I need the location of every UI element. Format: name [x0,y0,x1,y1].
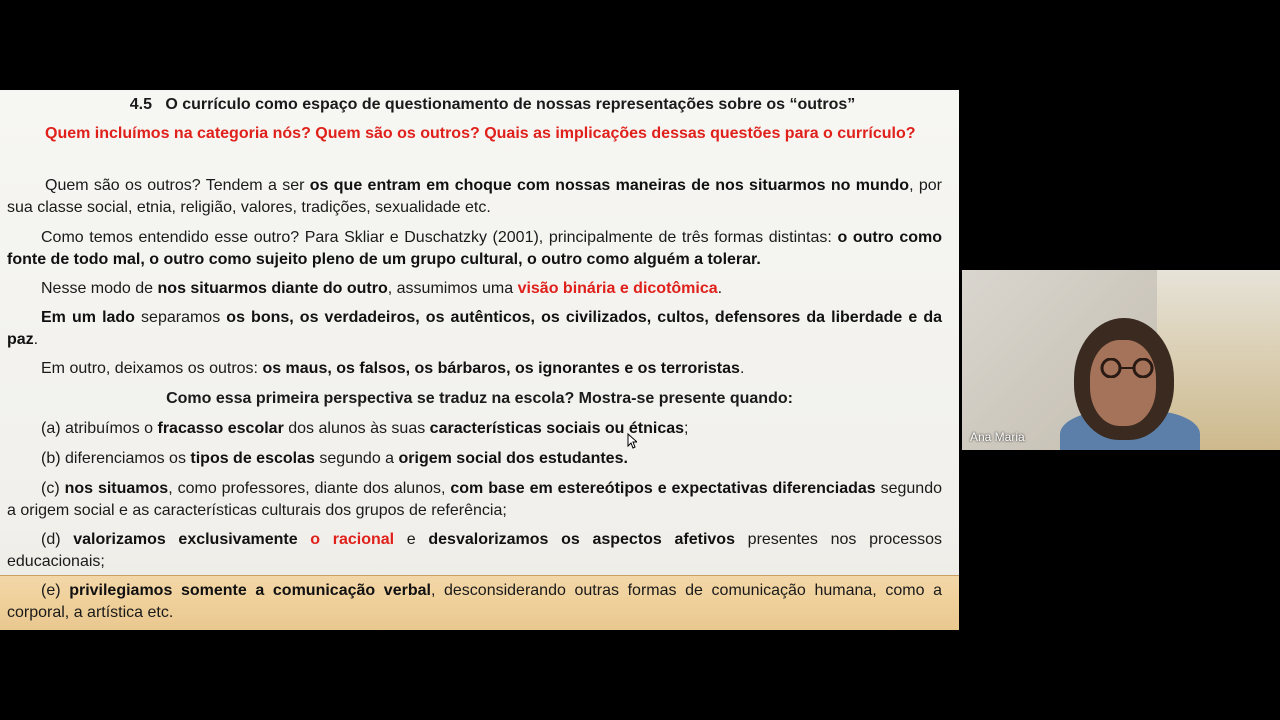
participant-video-tile[interactable] [962,270,1280,450]
paragraph-school-question: Como essa primeira perspectiva se traduz na escola? Mostra-se presente quando: [166,390,793,407]
list-item-b: (b) diferenciamos os tipos de escolas segundo a origem social dos estudantes. [41,450,628,467]
paragraph-three-forms: Como temos entendido esse outro? Para Skliar e Duschatzky (2001), principalmente de três formas distintas: o outro como fonte de todo mal, o outro como sujeito pleno de um grupo cultural, o outro como alguém a tolerar. [7,229,942,268]
list-item-a: (a) atribuímos o fracasso escolar dos alunos às suas características sociais ou étnicas; [41,420,689,437]
paragraph-who-are-others: Quem são os outros? Tendem a ser os que entram em choque com nossas maneiras de nos situarmos no mundo, por sua classe social, etnia, religião, valores, tradições, sexualidade etc. [7,177,942,216]
presentation-slide [0,90,959,630]
guiding-question: Quem incluímos na categoria nós? Quem são os outros? Quais as implicações dessas questões para o currículo? [45,125,916,142]
glasses-icon [1096,358,1158,378]
list-item-c: (c) nos situamos, como professores, diante dos alunos, com base em estereótipos e expectativas diferenciadas segundo a origem social e as características culturais dos grupos de referência; [7,480,943,519]
paragraph-one-side: Em um lado separamos os bons, os verdadeiros, os autênticos, os civilizados, cultos, defensores da liberdade e da paz. [7,309,943,348]
list-item-e: (e) privilegiamos somente a comunicação verbal, desconsiderando outras formas de comunicação humana, como a corporal, a artística etc. [7,582,942,621]
participant-face [1090,340,1156,426]
mouse-cursor-icon [627,433,637,449]
heading-title: O currículo como espaço de questionamento de nossas representações sobre os “outros” [165,96,856,113]
list-item-d: (d) valorizamos exclusivamente o racional e desvalorizamos os aspectos afetivos presentes nos processos educacionais; [7,531,943,570]
participant-name-label: Ana Maria [970,430,1025,444]
slide-heading [0,94,959,116]
heading-number: 4.5 [129,96,152,113]
paragraph-binary-view: Nesse modo de nos situarmos diante do outro, assumimos uma visão binária e dicotômica. [41,280,723,297]
paragraph-other-side: Em outro, deixamos os outros: os maus, os falsos, os bárbaros, os ignorantes e os terroristas. [41,360,745,377]
